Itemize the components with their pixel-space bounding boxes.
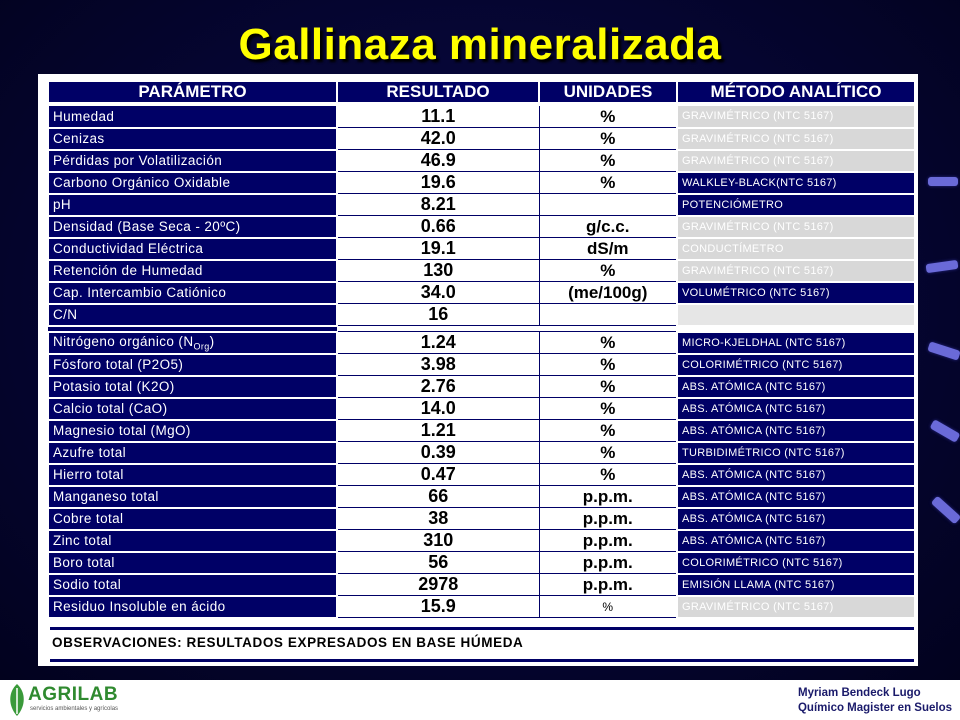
- table-body-group2-rows: [48, 354, 915, 618]
- param-cell: Manganeso total: [48, 486, 337, 508]
- table-row: [48, 104, 915, 128]
- method-cell: ABS. ATÓMICA (NTC 5167): [677, 486, 915, 508]
- result-cell: 0.47: [337, 464, 539, 486]
- unit-cell: %: [539, 260, 677, 282]
- result-cell: 310: [337, 530, 539, 552]
- result-cell: 2978: [337, 574, 539, 596]
- table-row: [48, 128, 915, 150]
- footer: [0, 680, 960, 720]
- unit-cell: %: [539, 464, 677, 486]
- table-body-group1: [48, 104, 915, 326]
- method-cell: ABS. ATÓMICA (NTC 5167): [677, 464, 915, 486]
- param-cell: Hierro total: [48, 464, 337, 486]
- header-resultado: RESULTADO: [337, 81, 539, 104]
- result-cell: 66: [337, 486, 539, 508]
- unit-cell: %: [539, 128, 677, 150]
- method-cell: VOLUMÉTRICO (NTC 5167): [677, 282, 915, 304]
- unit-cell: p.p.m.: [539, 530, 677, 552]
- table-row: [48, 194, 915, 216]
- method-cell: GRAVIMÉTRICO (NTC 5167): [677, 216, 915, 238]
- unit-cell: %: [539, 172, 677, 194]
- result-cell: 2.76: [337, 376, 539, 398]
- table-row: [48, 282, 915, 304]
- decorative-bar: [928, 177, 958, 186]
- param-cell: Cap. Intercambio Catiónico: [48, 282, 337, 304]
- table-row: [48, 596, 915, 618]
- results-table: [47, 80, 916, 619]
- param-cell: Cenizas: [48, 128, 337, 150]
- method-cell: WALKLEY-BLACK(NTC 5167): [677, 172, 915, 194]
- param-cell: Potasio total (K2O): [48, 376, 337, 398]
- author-title: Químico Magister en Suelos: [797, 702, 952, 714]
- table-row: [48, 442, 915, 464]
- param-cell: Retención de Humedad: [48, 260, 337, 282]
- unit-cell: %: [539, 398, 677, 420]
- param-cell: Carbono Orgánico Oxidable: [48, 172, 337, 194]
- result-cell: 1.21: [337, 420, 539, 442]
- param-cell: Cobre total: [48, 508, 337, 530]
- results-panel: [38, 74, 918, 666]
- table-row: [48, 332, 915, 354]
- table-row: [48, 574, 915, 596]
- unit-cell: p.p.m.: [539, 574, 677, 596]
- method-cell: [677, 304, 915, 326]
- table-row: [48, 508, 915, 530]
- unit-cell: p.p.m.: [539, 552, 677, 574]
- table-row: [48, 420, 915, 442]
- param-cell: Magnesio total (MgO): [48, 420, 337, 442]
- result-cell: 38: [337, 508, 539, 530]
- method-cell: GRAVIMÉTRICO (NTC 5167): [677, 150, 915, 172]
- result-cell: 19.6: [337, 172, 539, 194]
- result-cell: 56: [337, 552, 539, 574]
- result-cell: 15.9: [337, 596, 539, 618]
- result-cell: 130: [337, 260, 539, 282]
- decorative-bar: [926, 260, 959, 273]
- table-body-group2: [48, 332, 915, 354]
- agrilab-logo: [6, 682, 119, 718]
- table-row: [48, 172, 915, 194]
- unit-cell: [539, 304, 677, 326]
- param-cell: Azufre total: [48, 442, 337, 464]
- method-cell: CONDUCTÍMETRO: [677, 238, 915, 260]
- table-row: [48, 530, 915, 552]
- table-row: [48, 398, 915, 420]
- result-cell: 3.98: [337, 354, 539, 376]
- method-cell: COLORIMÉTRICO (NTC 5167): [677, 552, 915, 574]
- unit-cell: %: [539, 104, 677, 128]
- table-row: [48, 464, 915, 486]
- method-cell: MICRO-KJELDHAL (NTC 5167): [677, 332, 915, 354]
- method-cell: GRAVIMÉTRICO (NTC 5167): [677, 596, 915, 618]
- table-row: [48, 260, 915, 282]
- logo-subtitle: servicios ambientales y agrícolas: [30, 706, 119, 712]
- decorative-bar: [927, 341, 960, 360]
- unit-cell: %: [539, 150, 677, 172]
- method-cell: ABS. ATÓMICA (NTC 5167): [677, 420, 915, 442]
- method-cell: GRAVIMÉTRICO (NTC 5167): [677, 128, 915, 150]
- unit-cell: %: [539, 354, 677, 376]
- method-cell: ABS. ATÓMICA (NTC 5167): [677, 530, 915, 552]
- decorative-bar: [931, 496, 960, 525]
- result-cell: 11.1: [337, 104, 539, 128]
- table-row: [48, 150, 915, 172]
- result-cell: 46.9: [337, 150, 539, 172]
- table-row: [48, 552, 915, 574]
- unit-cell: %: [539, 596, 677, 618]
- result-cell: 34.0: [337, 282, 539, 304]
- param-cell: Pérdidas por Volatilización: [48, 150, 337, 172]
- observations-text: OBSERVACIONES: RESULTADOS EXPRESADOS EN BASE HÚMEDA: [52, 635, 524, 650]
- method-cell: COLORIMÉTRICO (NTC 5167): [677, 354, 915, 376]
- author-name: Myriam Bendeck Lugo: [797, 687, 921, 699]
- table-row: [48, 304, 915, 326]
- unit-cell: dS/m: [539, 238, 677, 260]
- table-header-row: [48, 81, 915, 104]
- logo-text: AGRILAB: [28, 684, 119, 705]
- author-credit: [798, 686, 952, 716]
- unit-cell: p.p.m.: [539, 486, 677, 508]
- param-cell: Humedad: [48, 104, 337, 128]
- result-cell: 14.0: [337, 398, 539, 420]
- param-cell: Nitrógeno orgánico $(N_{Org})$: [48, 332, 337, 354]
- header-unidades: UNIDADES: [539, 81, 677, 104]
- unit-cell: (me/100g): [539, 282, 677, 304]
- leaf-icon: [6, 682, 28, 718]
- method-cell: POTENCIÓMETRO: [677, 194, 915, 216]
- result-cell: 8.21: [337, 194, 539, 216]
- param-cell: Calcio total (CaO): [48, 398, 337, 420]
- result-cell: 0.66: [337, 216, 539, 238]
- header-metodo: MÉTODO ANALÍTICO: [677, 81, 915, 104]
- param-cell: Zinc total: [48, 530, 337, 552]
- param-cell: Boro total: [48, 552, 337, 574]
- method-cell: ABS. ATÓMICA (NTC 5167): [677, 376, 915, 398]
- divider-line: [50, 659, 914, 662]
- table-row: [48, 238, 915, 260]
- result-cell: 1.24: [337, 332, 539, 354]
- param-cell: Fósforo total (P2O5): [48, 354, 337, 376]
- unit-cell: %: [539, 332, 677, 354]
- unit-cell: [539, 194, 677, 216]
- table-row: [48, 376, 915, 398]
- decorative-bar: [930, 419, 960, 443]
- unit-cell: %: [539, 420, 677, 442]
- table-row: [48, 354, 915, 376]
- unit-cell: g/c.c.: [539, 216, 677, 238]
- param-cell: Sodio total: [48, 574, 337, 596]
- unit-cell: %: [539, 442, 677, 464]
- table-row: [48, 486, 915, 508]
- result-cell: 0.39: [337, 442, 539, 464]
- divider-line: [50, 627, 914, 630]
- result-cell: 42.0: [337, 128, 539, 150]
- method-cell: ABS. ATÓMICA (NTC 5167): [677, 398, 915, 420]
- method-cell: ABS. ATÓMICA (NTC 5167): [677, 508, 915, 530]
- unit-cell: p.p.m.: [539, 508, 677, 530]
- method-cell: GRAVIMÉTRICO (NTC 5167): [677, 104, 915, 128]
- method-cell: GRAVIMÉTRICO (NTC 5167): [677, 260, 915, 282]
- slide-title: Gallinaza mineralizada: [238, 20, 722, 69]
- param-cell: pH: [48, 194, 337, 216]
- param-cell: Densidad (Base Seca - 20ºC): [48, 216, 337, 238]
- result-cell: 19.1: [337, 238, 539, 260]
- param-cell: C/N: [48, 304, 337, 326]
- param-cell: Conductividad Eléctrica: [48, 238, 337, 260]
- method-cell: EMISIÓN LLAMA (NTC 5167): [677, 574, 915, 596]
- unit-cell: %: [539, 376, 677, 398]
- table-row: [48, 216, 915, 238]
- method-cell: TURBIDIMÉTRICO (NTC 5167): [677, 442, 915, 464]
- header-parametro: PARÁMETRO: [48, 81, 337, 104]
- param-cell: Residuo Insoluble en ácido: [48, 596, 337, 618]
- result-cell: 16: [337, 304, 539, 326]
